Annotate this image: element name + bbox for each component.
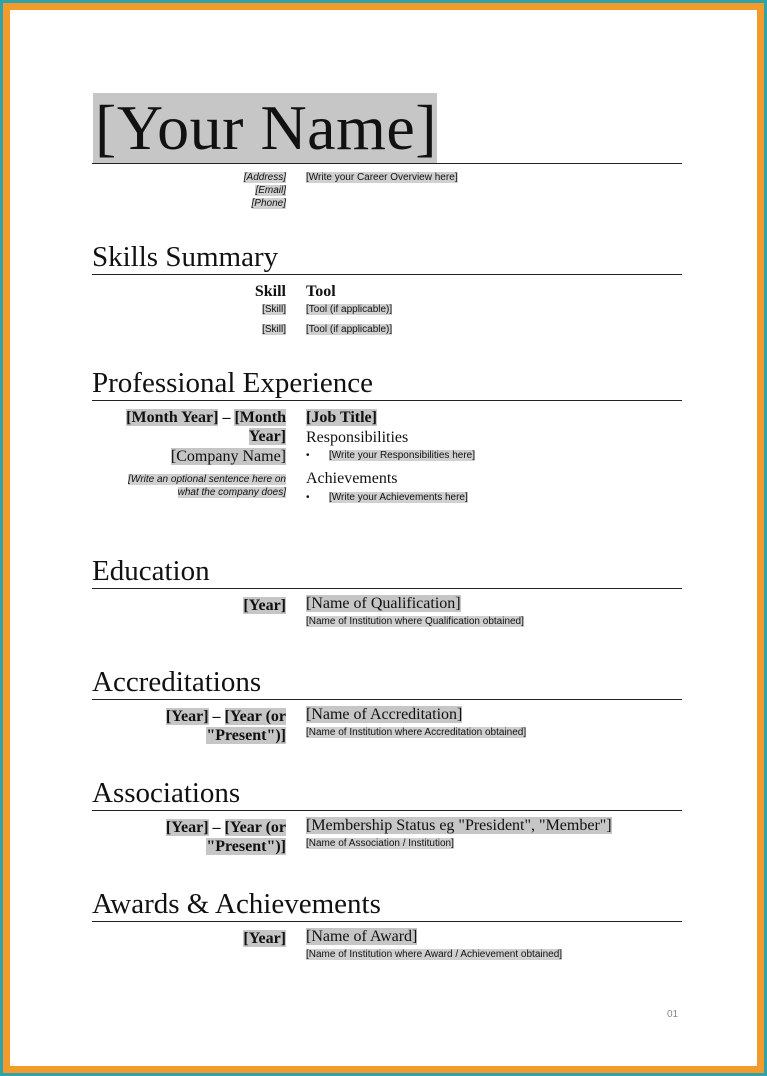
- experience-dates: [126, 408, 286, 446]
- divider: [92, 810, 682, 811]
- end-date-field[interactable]: [Month: [234, 409, 286, 426]
- institution-field[interactable]: [Name of Institution where Accreditation obtained]: [306, 727, 527, 738]
- company-description-field[interactable]: [Write an optional sentence here on: [128, 474, 286, 485]
- achievements-label: Achievements: [306, 470, 398, 487]
- award-name-field[interactable]: [Name of Award]: [306, 928, 418, 945]
- list-item: [306, 491, 468, 504]
- tool-column-header: Tool: [306, 283, 336, 300]
- job-title-field[interactable]: [Job Title]: [306, 409, 377, 426]
- year-field[interactable]: [Year]: [243, 597, 286, 614]
- association-name-field[interactable]: [Name of Association / Institution]: [306, 838, 454, 849]
- education-heading: Education: [92, 555, 210, 587]
- resume-page: [10, 10, 757, 1066]
- divider: [92, 274, 682, 275]
- divider: [92, 163, 682, 164]
- phone-field[interactable]: [Phone]: [251, 198, 286, 209]
- association-dates: [166, 818, 286, 856]
- company-name-field[interactable]: [Company Name]: [170, 448, 286, 465]
- start-year-field[interactable]: [Year]: [165, 708, 209, 725]
- address-field[interactable]: [Address]: [243, 172, 286, 183]
- responsibilities-field[interactable]: [Write your Responsibilities here]: [329, 450, 475, 461]
- contact-block: [244, 171, 286, 210]
- page-number: 01: [667, 1009, 679, 1020]
- end-year-field[interactable]: "Present")]: [206, 838, 286, 855]
- divider: [92, 699, 682, 700]
- start-date-field[interactable]: [Month Year]: [126, 409, 219, 426]
- date-dash: –: [212, 819, 221, 836]
- skills-heading: Skills Summary: [92, 241, 279, 273]
- divider: [92, 921, 682, 922]
- qualification-field[interactable]: [Name of Qualification]: [306, 595, 461, 612]
- bullet: •: [306, 450, 310, 461]
- associations-heading: Associations: [92, 777, 241, 809]
- achievements-field[interactable]: [Write your Achievements here]: [329, 492, 468, 503]
- page-frame: [3, 3, 764, 1073]
- responsibilities-label: Responsibilities: [306, 429, 409, 446]
- name-title[interactable]: [Your Name]: [95, 92, 438, 163]
- divider: [92, 588, 682, 589]
- end-year-field[interactable]: [Year (or: [224, 708, 286, 725]
- tool-field[interactable]: [Tool (if applicable)]: [306, 304, 393, 315]
- awards-heading: Awards & Achievements: [92, 888, 381, 920]
- end-year-field[interactable]: "Present")]: [206, 727, 286, 744]
- institution-field[interactable]: [Name of Institution where Award / Achievement obtained]: [306, 949, 563, 960]
- accreditation-name-field[interactable]: [Name of Accreditation]: [306, 706, 463, 723]
- email-field[interactable]: [Email]: [255, 185, 286, 196]
- skill-field[interactable]: [Skill]: [262, 304, 286, 315]
- date-dash: –: [212, 708, 221, 725]
- divider: [92, 400, 682, 401]
- skill-field[interactable]: [Skill]: [262, 324, 286, 335]
- accreditations-heading: Accreditations: [92, 666, 262, 698]
- start-year-field[interactable]: [Year]: [165, 819, 209, 836]
- list-item: [306, 449, 475, 462]
- experience-heading: Professional Experience: [92, 367, 374, 399]
- institution-field[interactable]: [Name of Institution where Qualification obtained]: [306, 616, 524, 627]
- year-field[interactable]: [Year]: [243, 930, 286, 947]
- membership-status-field[interactable]: [Membership Status eg "President", "Member"]: [306, 817, 612, 834]
- accreditation-dates: [166, 707, 286, 745]
- end-year-field[interactable]: [Year (or: [224, 819, 286, 836]
- tool-field[interactable]: [Tool (if applicable)]: [306, 324, 393, 335]
- date-dash: –: [222, 409, 231, 426]
- end-date-field[interactable]: Year]: [248, 428, 286, 445]
- skill-column-header: Skill: [254, 283, 286, 300]
- company-description-field[interactable]: what the company does]: [177, 487, 286, 498]
- career-overview-field[interactable]: [Write your Career Overview here]: [306, 172, 458, 183]
- bullet: •: [306, 492, 310, 503]
